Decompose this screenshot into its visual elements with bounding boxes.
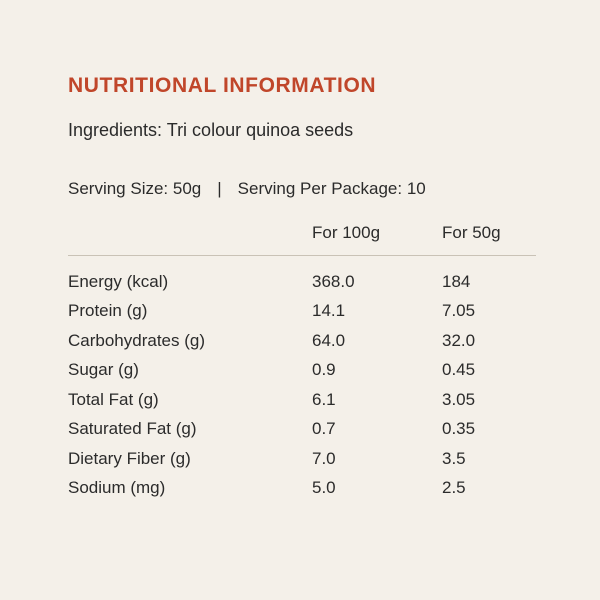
table-row bbox=[68, 267, 536, 297]
table-header bbox=[68, 219, 536, 267]
servings-per-package-text: Serving Per Package: 10 bbox=[237, 179, 426, 198]
value-per-50g: 7.05 bbox=[442, 301, 476, 321]
table-row bbox=[68, 444, 536, 474]
value-per-100g: 5.0 bbox=[312, 478, 336, 498]
serving-separator: | bbox=[217, 179, 222, 198]
table-row bbox=[68, 414, 536, 444]
nutrition-label-panel bbox=[68, 74, 536, 503]
nutrient-name: Dietary Fiber (g) bbox=[68, 448, 191, 468]
value-per-100g: 64.0 bbox=[312, 330, 346, 350]
nutrition-table bbox=[68, 219, 536, 503]
value-per-50g: 0.45 bbox=[442, 360, 476, 380]
value-per-100g: 368.0 bbox=[312, 271, 355, 291]
column-header-per-100g: For 100g bbox=[312, 223, 381, 242]
table-row bbox=[68, 473, 536, 503]
header-divider bbox=[68, 255, 536, 256]
nutrient-name: Sugar (g) bbox=[68, 360, 139, 380]
value-per-100g: 0.9 bbox=[312, 360, 336, 380]
value-per-50g: 32.0 bbox=[442, 330, 476, 350]
value-per-100g: 0.7 bbox=[312, 419, 336, 439]
value-per-100g: 7.0 bbox=[312, 448, 336, 468]
column-header-nutrient bbox=[68, 219, 312, 255]
table-row bbox=[68, 385, 536, 415]
nutrient-name: Energy (kcal) bbox=[68, 271, 169, 291]
nutrient-name: Sodium (mg) bbox=[68, 478, 166, 498]
nutrient-name: Carbohydrates (g) bbox=[68, 330, 206, 350]
value-per-50g: 3.5 bbox=[442, 448, 466, 468]
nutrient-name: Total Fat (g) bbox=[68, 389, 159, 409]
value-per-50g: 3.05 bbox=[442, 389, 476, 409]
table-row bbox=[68, 296, 536, 326]
serving-info-row bbox=[68, 179, 536, 199]
table-body bbox=[68, 267, 536, 503]
value-per-50g: 2.5 bbox=[442, 478, 466, 498]
nutrient-name: Saturated Fat (g) bbox=[68, 419, 197, 439]
page-title: NUTRITIONAL INFORMATION bbox=[68, 74, 377, 97]
value-per-100g: 6.1 bbox=[312, 389, 336, 409]
table-row bbox=[68, 326, 536, 356]
table-divider-cell bbox=[68, 255, 536, 267]
table-divider-row bbox=[68, 255, 536, 267]
column-header-per-50g: For 50g bbox=[442, 223, 501, 242]
table-header-row bbox=[68, 219, 536, 255]
serving-size-text: Serving Size: 50g bbox=[68, 179, 202, 198]
table-row bbox=[68, 355, 536, 385]
nutrient-name: Protein (g) bbox=[68, 301, 148, 321]
value-per-100g: 14.1 bbox=[312, 301, 346, 321]
ingredients-text: Ingredients: Tri colour quinoa seeds bbox=[68, 120, 354, 140]
value-per-50g: 0.35 bbox=[442, 419, 476, 439]
value-per-50g: 184 bbox=[442, 271, 471, 291]
